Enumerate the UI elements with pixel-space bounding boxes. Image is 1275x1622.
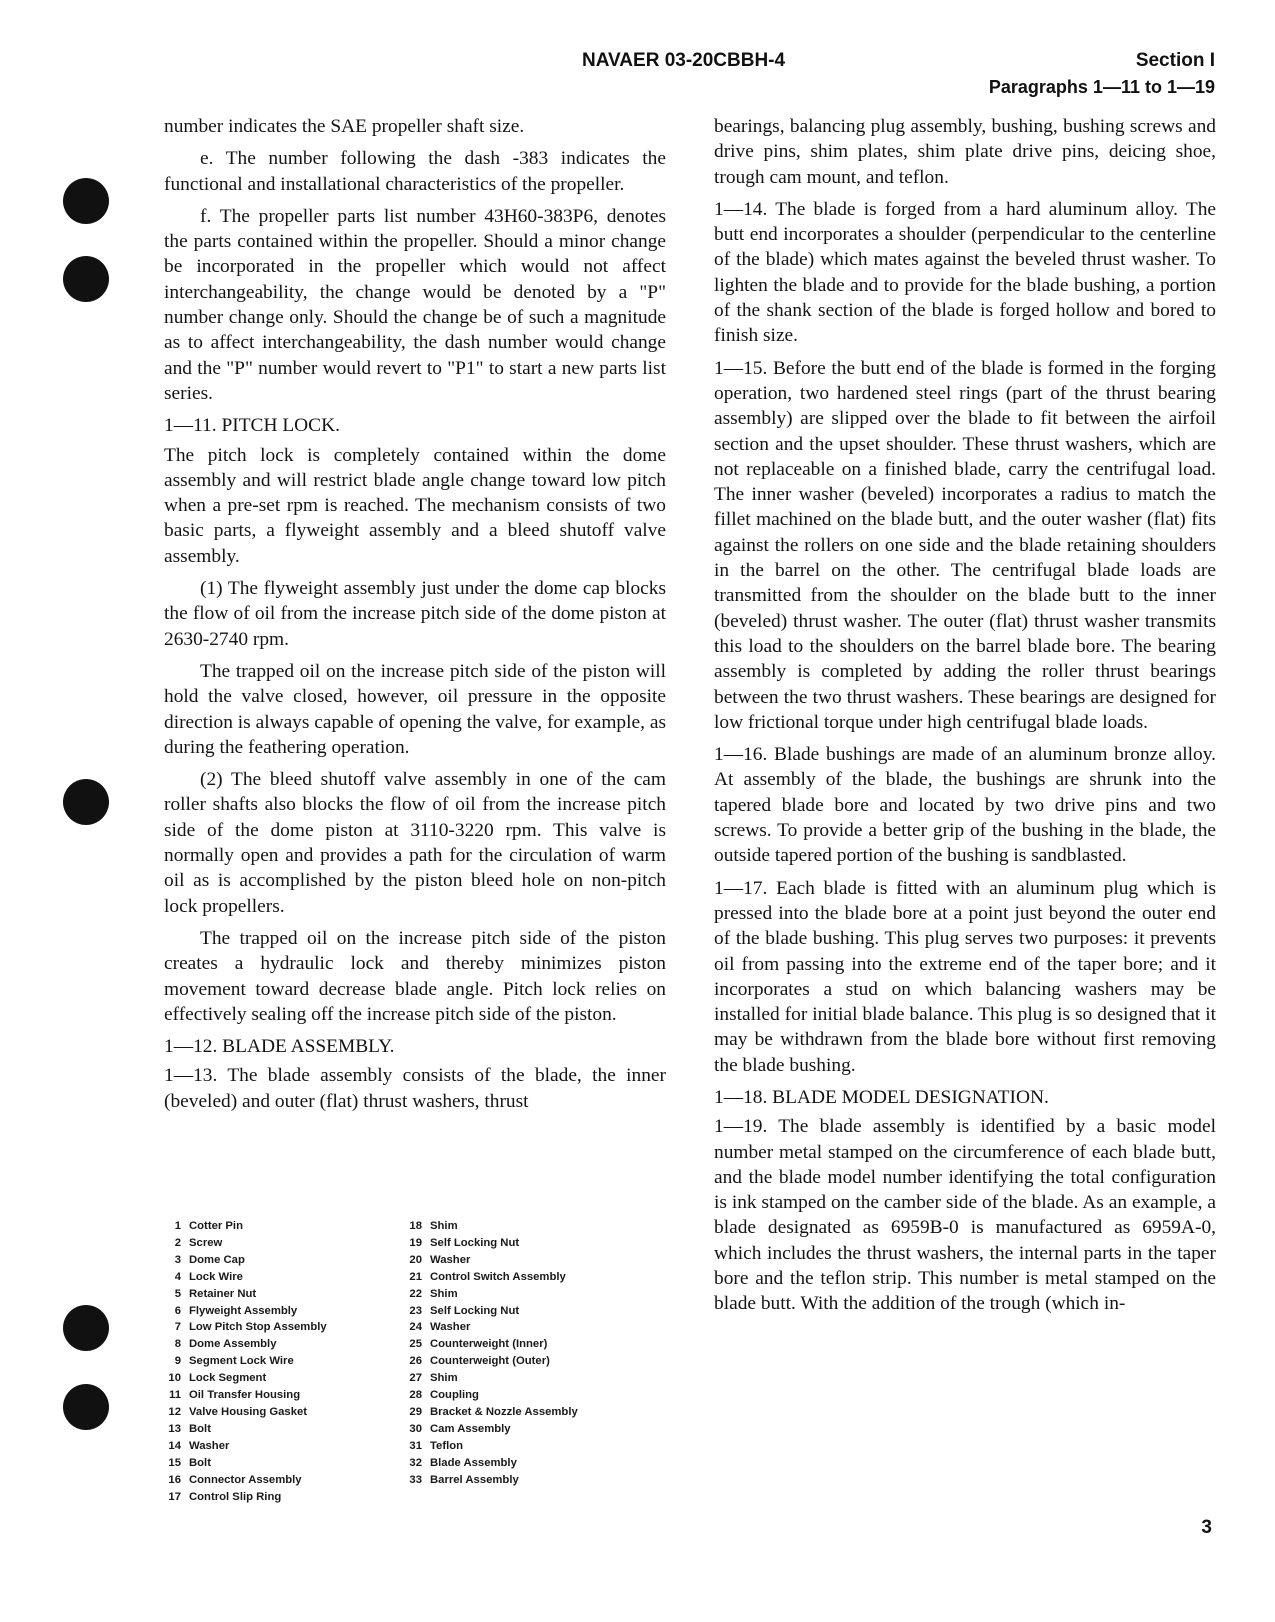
paragraph: bearings, balancing plug assembly, bushing, bushing screws and drive pins, shim plates, shim plate drive pins, deicing shoe, trough cam mount, and teflon.	[714, 116, 1216, 188]
page-number: 3	[1201, 1517, 1212, 1538]
legend-item: 1 Cotter Pin	[174, 1220, 243, 1232]
legend-item: 17 Control Slip Ring	[168, 1490, 282, 1503]
paragraph: f. The propeller parts list number 43H60-383P6, denotes the parts contained within the propeller. Should a minor change be incorporated in the propeller which would not affect interchangeability, the change would be denoted by a "P" number change only. Should the change be of such a magnitude as to affect interchangeability, the dash number would change and the "P" number would revert to "P1" to start a new parts list series.	[164, 205, 666, 404]
document-number: NAVAER 03-20CBBH-4	[582, 50, 786, 71]
legend-item: 11 Oil Transfer Housing	[169, 1389, 301, 1402]
paragraph: The pitch lock is completely contained within the dome assembly and will restrict blade angle change toward low pitch when a pre-set rpm is reached. The mechanism consists of two basic parts, a flyweight assembly and a bleed shutoff valve assembly.	[164, 444, 666, 567]
binder-hole	[63, 256, 109, 302]
legend-item: 25 Counterweight (Inner)	[409, 1338, 548, 1351]
binder-hole	[63, 178, 109, 224]
paragraph-range: Paragraphs 1—11 to 1—19	[988, 77, 1215, 97]
legend-item: 24 Washer	[409, 1321, 471, 1334]
legend-item: 18 Shim	[409, 1220, 458, 1232]
legend-item: 5 Retainer Nut	[174, 1287, 257, 1300]
section-heading: 1—12. BLADE ASSEMBLY.	[164, 1036, 395, 1058]
legend-left	[164, 1218, 327, 1505]
legend-item: 12 Valve Housing Gasket	[168, 1405, 308, 1418]
legend-item: 3 Dome Cap	[174, 1253, 245, 1266]
legend-item: 10 Lock Segment	[168, 1372, 267, 1385]
paragraph: e. The number following the dash -383 indicates the functional and installational characteristics of the propeller.	[164, 148, 666, 195]
paragraph: (2) The bleed shutoff valve assembly in one of the cam roller shafts also blocks the flow of oil from the increase pitch side of the dome piston at 3110-3220 rpm. This valve is normally open and provides a path for the circulation of warm oil as is accomplished by the piston bleed hole on non-pitch lock propellers.	[164, 769, 666, 917]
legend-item: 4 Lock Wire	[174, 1270, 243, 1283]
paragraph: The trapped oil on the increase pitch side of the piston will hold the valve closed, however, oil pressure in the opposite direction is always capable of opening the valve, for example, as during the feathering operation.	[164, 660, 666, 758]
legend-item: 14 Washer	[168, 1439, 230, 1452]
legend-right	[405, 1218, 578, 1489]
section-heading: 1—18. BLADE MODEL DESIGNATION.	[714, 1086, 1049, 1108]
paragraph: 1—16. Blade bushings are made of an aluminum bronze alloy. At assembly of the blade, the bushings are shrunk into the tapered blade bore and located by two drive pins and two screws. To provide a better grip of the bushing in the blade, the outside tapered portion of the bushing is sandblasted.	[714, 744, 1216, 867]
legend-item: 6 Flyweight Assembly	[174, 1304, 298, 1317]
paragraph: 1—13. The blade assembly consists of the blade, the inner (beveled) and outer (flat) thrust washers, thrust	[164, 1065, 666, 1112]
legend-item: 29 Bracket & Nozzle Assembly	[409, 1405, 578, 1418]
legend-item: 27 Shim	[409, 1372, 458, 1385]
paragraph: (1) The flyweight assembly just under the dome cap blocks the flow of oil from the increase pitch side of the dome piston at 2630-2740 rpm.	[164, 578, 666, 650]
paragraph: 1—17. Each blade is fitted with an aluminum plug which is pressed into the blade bore at a point just beyond the outer end of the blade bushing. This plug serves two purposes: it prevents oil from passing into the extreme end of the taper bore; and it incorporates a stud on which balancing washers may be installed for initial blade balance. This plug is so designed that it may be withdrawn from the blade bore without first removing the blade bushing.	[714, 877, 1216, 1076]
right-column	[714, 114, 1216, 1324]
legend-item: 7 Low Pitch Stop Assembly	[174, 1321, 327, 1334]
legend-item: 21 Control Switch Assembly	[409, 1270, 566, 1283]
legend-item: 20 Washer	[409, 1253, 471, 1266]
legend-item: 19 Self Locking Nut	[409, 1236, 520, 1249]
legend-item: 9 Segment Lock Wire	[174, 1355, 294, 1368]
binder-hole	[63, 1384, 109, 1430]
paragraph: 1—15. Before the butt end of the blade is formed in the forging operation, two hardened steel rings (part of the thrust bearing assembly) are slipped over the blade to fit between the airfoil section and the upset shoulder. These thrust washers, which are not replaceable on a finished blade, carry the centrifugal load. The inner washer (beveled) incorporates a radius to match the fillet machined on the blade butt, and the outer washer (flat) fits against the rollers on one side and the blade retaining shoulders in the barrel on the other. The centrifugal blade loads are transmitted from the shoulder on the blade butt to the inner (beveled) thrust washer. The outer (flat) thrust washer transmits this load to the shoulders on the barrel blade bore. The bearing assembly is completed by adding the roller thrust bearings between the two thrust washers. These bearings are designed for low frictional torque under high centrifugal blade loads.	[714, 357, 1216, 733]
legend-item: 28 Coupling	[409, 1389, 479, 1402]
legend-item: 23 Self Locking Nut	[409, 1304, 520, 1317]
legend-item: 13 Bolt	[168, 1422, 211, 1435]
paragraph: 1—14. The blade is forged from a hard aluminum alloy. The butt end incorporates a shoulder (perpendicular to the centerline of the blade) which mates against the beveled thrust washer. To lighten the blade and to provide for the blade bushing, a portion of the shank section of the blade is forged hollow and bored to finish size.	[714, 198, 1216, 347]
paragraph: The trapped oil on the increase pitch side of the piston creates a hydraulic lock and thereby minimizes piston movement toward decrease blade angle. Pitch lock relies on effectively sealing off the increase pitch side of the piston.	[164, 927, 666, 1025]
paragraph: 1—19. The blade assembly is identified by a basic model number metal stamped on the circumference of each blade butt, and the blade model number identifying the total configuration is ink stamped on the camber side of the blade. As an example, a blade designated as 6959B-0 is manufactured as 6959A-0, which includes the thrust washers, the internal parts in the taper bore and the teflon strip. This number is metal stamped on the blade butt. With the addition of the trough (which in-	[714, 1116, 1216, 1315]
legend-item: 16 Connector Assembly	[168, 1473, 302, 1486]
legend-item: 30 Cam Assembly	[409, 1422, 511, 1435]
legend-item: 31 Teflon	[409, 1439, 464, 1452]
legend-item: 32 Blade Assembly	[409, 1456, 517, 1469]
binder-hole	[63, 1305, 109, 1351]
section-label: Section I	[1135, 50, 1215, 71]
legend-item: 33 Barrel Assembly	[409, 1473, 519, 1486]
legend-item: 22 Shim	[409, 1287, 458, 1300]
legend-item: 26 Counterweight (Outer)	[409, 1355, 550, 1368]
legend-item: 8 Dome Assembly	[174, 1338, 277, 1351]
left-column	[164, 114, 666, 1121]
binder-hole	[63, 779, 109, 825]
legend-item: 15 Bolt	[168, 1456, 211, 1469]
legend-item: 2 Screw	[174, 1236, 223, 1249]
section-heading: 1—11. PITCH LOCK.	[164, 415, 340, 437]
paragraph: number indicates the SAE propeller shaft size.	[164, 116, 525, 137]
